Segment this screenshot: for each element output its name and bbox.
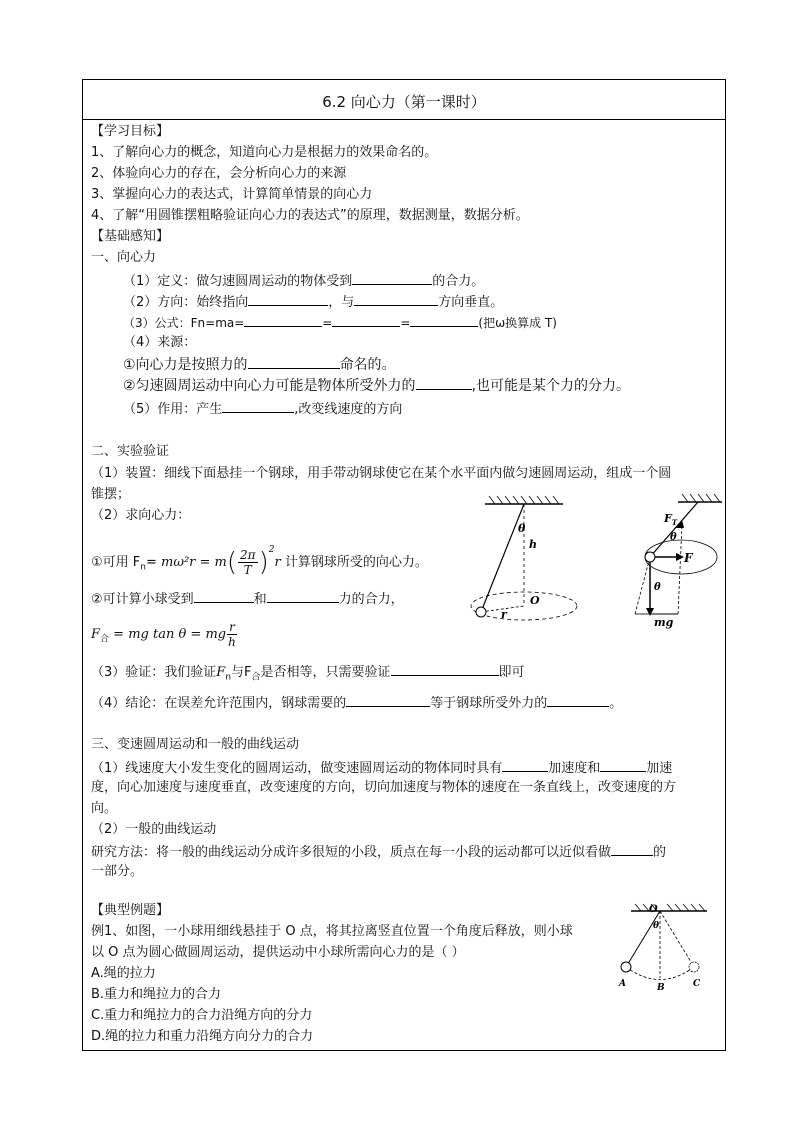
method2-mid: 和: [253, 592, 267, 607]
option-a: A.绳的拉力: [91, 966, 156, 981]
equals-sign: =: [322, 316, 333, 330]
formula-part: F: [216, 665, 226, 680]
fig2-ft: F: [664, 512, 672, 525]
fig3-b: B: [657, 983, 665, 992]
s3-text: 的: [653, 845, 667, 860]
force-diagram-figure: [618, 490, 728, 630]
formula-text: （3）公式：Fn=ma=: [123, 316, 245, 330]
direction-suffix: 方向垂直。: [438, 295, 504, 310]
fraction-numerator: 2π: [240, 548, 256, 562]
subscript: 合: [100, 634, 110, 645]
paren: ): [258, 547, 269, 578]
formula-part: r: [274, 555, 281, 570]
conical-pendulum-figure: [463, 490, 593, 630]
source-text: ②匀速圆周运动中向心力可能是物体所受外力的: [123, 378, 416, 394]
goal-item: 2、体验向心力的存在，会分析向心力的来源: [91, 166, 347, 181]
source-line-1: [123, 356, 396, 373]
blank-field[interactable]: [244, 314, 322, 327]
section2-heading: 二、实验验证: [91, 444, 170, 459]
blank-field[interactable]: [248, 293, 328, 306]
fig1-h: h: [529, 538, 537, 551]
source-suffix: 命名的。: [339, 357, 396, 373]
formula-line: [123, 314, 557, 331]
fig3-theta: θ: [653, 921, 660, 931]
equals-sign: =: [400, 316, 411, 330]
method1-text: ①可用 F: [91, 555, 141, 570]
fraction: [238, 548, 258, 577]
fraction: [227, 620, 237, 649]
definition-line: [123, 272, 484, 290]
s3-subheading: （2）一般的曲线运动: [91, 822, 217, 837]
fraction-denominator: T: [243, 563, 252, 577]
blank-field[interactable]: [502, 759, 548, 772]
verify-line: [91, 663, 525, 686]
goal-item: 1、了解向心力的概念，知道向心力是根据力的效果命名的。: [91, 145, 438, 160]
direction-line: [123, 293, 503, 311]
title-row: [83, 80, 725, 120]
fig3-c: C: [693, 979, 701, 989]
subscript: 合: [251, 672, 261, 683]
blank-field[interactable]: [391, 663, 499, 676]
effect-text: （5）作用：产生: [123, 402, 223, 417]
conclusion-suffix: 。: [609, 696, 623, 711]
conclusion-mid: 等于钢球所受外力的: [430, 696, 548, 711]
pendulum-example-figure: [613, 902, 713, 992]
definition-text: （1）定义：做匀速圆周运动的物体受到: [123, 274, 353, 289]
verify-text: （3）验证：我们验证: [91, 665, 217, 680]
source-line-2: [123, 377, 630, 394]
subscript: n: [225, 672, 232, 683]
worksheet-frame: [82, 79, 726, 1051]
blank-field[interactable]: [600, 759, 646, 772]
goal-item: 3、掌握向心力的表达式，计算简单情景的向心力: [91, 187, 373, 202]
s3-text: 加速度和: [548, 761, 601, 776]
s3-text: 加速: [646, 761, 673, 776]
s3-text: （1）线速度大小发生变化的圆周运动，做变速圆周运动的物体同时具有: [91, 761, 503, 776]
effect-line: [123, 400, 402, 418]
fig2-theta: θ: [670, 532, 677, 543]
equals-sign: =: [145, 555, 157, 570]
method1-line: [91, 542, 428, 577]
s3-para-line: 度，向心加速度与速度垂直，改变速度的方向，切向加速度与物体的速度在一条直线上，改变速度的方: [91, 780, 677, 795]
effect-suffix: ,改变线速度的方向: [294, 402, 403, 417]
exponent: 2: [268, 545, 275, 555]
blank-field[interactable]: [352, 272, 432, 285]
section3-heading: 三、变速圆周运动和一般的曲线运动: [91, 737, 300, 752]
method2-suffix: 力的合力，: [338, 592, 404, 607]
section1-heading: 一、向心力: [91, 250, 157, 265]
blank-field[interactable]: [547, 694, 609, 707]
source-label: （4）来源：: [123, 335, 197, 350]
example-question: 以 O 点为圆心做圆周运动，提供运动中小球所需向心力的是（ ）: [91, 945, 465, 960]
blank-field[interactable]: [222, 400, 294, 413]
goals-header: 【学习目标】: [91, 124, 170, 139]
s3-method-line: 一部分。: [91, 864, 144, 879]
direction-mid: ，与: [328, 295, 355, 310]
fig2-tension-label: [663, 512, 678, 527]
subscript: n: [140, 562, 146, 573]
fig1-theta: θ: [518, 522, 526, 535]
device-line: 锥摆；: [91, 487, 131, 502]
blank-field[interactable]: [354, 293, 438, 306]
blank-field[interactable]: [410, 314, 478, 327]
verify-mid: 是否相等，只需要验证: [260, 665, 391, 680]
direction-text: （2）方向：始终指向: [123, 295, 249, 310]
fig2-f: F: [684, 551, 693, 565]
blank-field[interactable]: [267, 590, 339, 603]
fig3-o: O: [649, 904, 658, 915]
fig3-a: A: [619, 979, 626, 989]
fig1-r: r: [501, 608, 507, 621]
option-d: D.绳的拉力和重力沿绳方向分力的合力: [91, 1029, 314, 1044]
s3-method-line: [91, 843, 666, 861]
conclusion-line: [91, 694, 622, 712]
verify-mid: 与F: [231, 665, 252, 680]
basic-header: 【基础感知】: [91, 229, 170, 244]
conclusion-text: （4）结论：在误差允许范围内，钢球需要的: [91, 696, 347, 711]
option-b: B.重力和绳拉力的合力: [91, 987, 222, 1002]
blank-field[interactable]: [611, 843, 653, 856]
blank-field[interactable]: [346, 694, 430, 707]
s3-para-line: [91, 759, 672, 777]
method1-suffix: 计算钢球所受的向心力。: [284, 555, 428, 570]
s3-text: 研究方法：将一般的曲线运动分成许多很短的小段，质点在每一小段的运动都可以近似看做: [91, 845, 612, 860]
formula-note: (把ω换算成 T): [478, 316, 557, 330]
fig2-mg: mg: [654, 616, 674, 629]
device-line: （1）装置：细线下面悬挂一个钢球，用手带动钢球使它在某个水平面内做匀速圆周运动，组成一个圆: [91, 466, 672, 481]
formula-part: = mg tan θ = mg: [109, 627, 227, 642]
formula-part: mω²r = m: [161, 555, 227, 570]
blank-field[interactable]: [332, 314, 400, 327]
fraction-denominator: h: [228, 635, 236, 649]
definition-suffix: 的合力。: [432, 274, 485, 289]
fig2-ft-sub: T: [671, 518, 678, 527]
blank-field[interactable]: [194, 590, 254, 603]
blank-field[interactable]: [416, 377, 472, 390]
fig1-o: O: [530, 594, 540, 607]
formula-part: F: [91, 627, 101, 642]
page-title: 6.2 向心力（第一课时）: [322, 93, 486, 111]
paren: (: [226, 547, 238, 578]
method2-line: [91, 590, 404, 608]
blank-field[interactable]: [248, 356, 340, 369]
method2-text: ②可计算小球受到: [91, 592, 194, 607]
fraction-numerator: r: [229, 620, 235, 634]
source-text: ①向心力是按照力的: [123, 357, 248, 373]
goal-item: 4、了解“用圆锥摆粗略验证向心力的表达式”的原理，数据测量，数据分析。: [91, 208, 529, 223]
find-force-label: （2）求向心力：: [91, 508, 191, 523]
resultant-formula: [91, 620, 238, 649]
option-c: C.重力和绳拉力的合力沿绳方向的分力: [91, 1008, 313, 1023]
source-suffix: ,也可能是某个力的分力。: [471, 378, 631, 394]
verify-suffix: 即可: [498, 665, 525, 680]
s3-para-line: 向。: [91, 801, 118, 816]
fig2-theta2: θ: [654, 582, 661, 593]
example-question: 例1、如图，一小球用细线悬挂于 O 点，将其拉离竖直位置一个角度后释放，则小球: [91, 924, 573, 939]
example-header: 【典型例题】: [91, 903, 170, 918]
